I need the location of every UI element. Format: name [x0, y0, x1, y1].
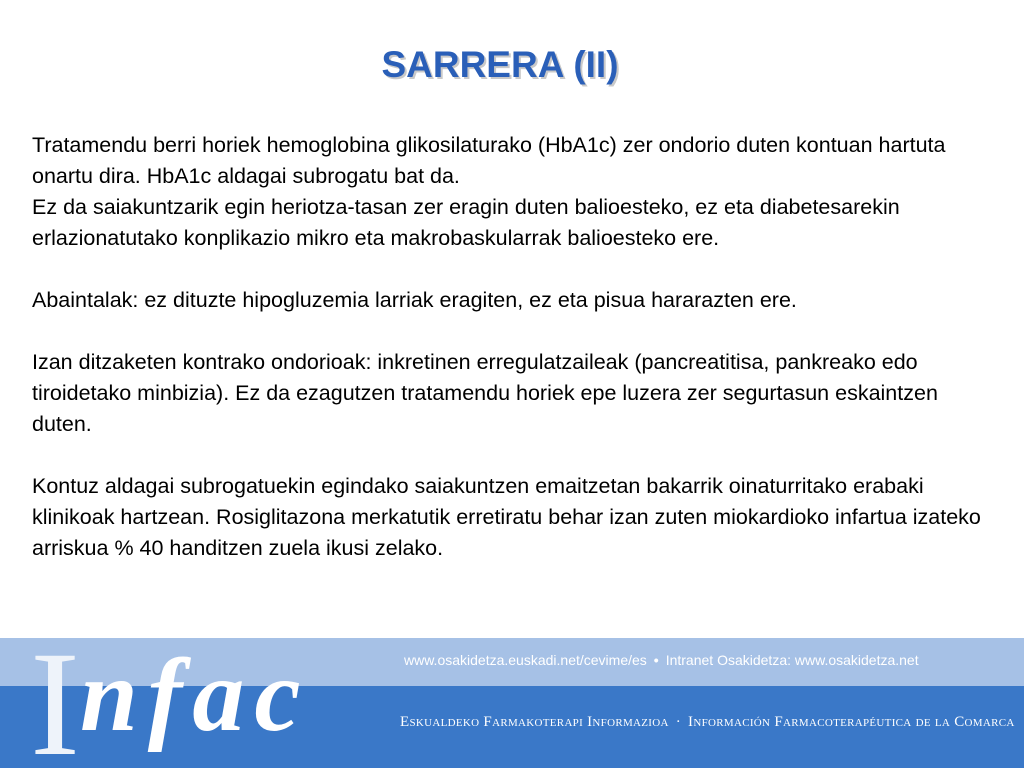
footer-urls	[404, 652, 919, 668]
url-cevime[interactable]: www.osakidetza.euskadi.net/cevime/es	[404, 652, 647, 668]
paragraph-mortality: Ez da saiakuntzarik egin heriotza-tasan zer eragin duten balioesteko, ez eta diabetesarekin erlazionatutako konplikazio mikro eta makrobaskularrak balioesteko ere.	[32, 195, 900, 250]
tagline-separator: ·	[675, 714, 682, 730]
logo-rest: nfac	[79, 638, 311, 753]
slide-body	[32, 130, 992, 564]
paragraph-adverse-effects: Izan ditzaketen kontrako ondorioak: inkretinen erregulatzaileak (pancreatitisa, pankreako edo tiroidetako minbizia). Ez da ezagutzen tratamendu horiek epe luzera zer segurtasun eskaintzen duten.	[32, 350, 938, 436]
paragraph-gap	[32, 440, 992, 471]
url-intranet[interactable]: Intranet Osakidetza: www.osakidetza.net	[665, 652, 919, 668]
infac-logo	[30, 640, 311, 768]
paragraph-advantages: Abaintalak: ez dituzte hipogluzemia larriak eragiten, ez eta pisua hararazten ere.	[32, 288, 797, 312]
footer-tagline	[400, 714, 1015, 731]
logo-initial: I	[30, 638, 80, 768]
tagline-basque: Eskualdeko Farmakoterapi Informazioa	[400, 714, 669, 730]
slide-title: SARRERA (II)	[381, 44, 619, 85]
tagline-spanish: Información Farmacoterapéutica de la Comarca	[688, 714, 1015, 730]
paragraph-gap	[32, 316, 992, 347]
url-separator: •	[653, 652, 659, 668]
footer-banner	[0, 638, 1024, 768]
paragraph-hba1c: Tratamendu berri horiek hemoglobina glikosilaturako (HbA1c) zer ondorio duten kontuan hartuta onartu dira. HbA1c aldagai subrogatu bat da.	[32, 133, 946, 188]
paragraph-caution: Kontuz aldagai subrogatuekin egindako saiakuntzen emaitzetan bakarrik oinaturritako erabaki klinikoak hartzean. Rosiglitazona merkatutik erretiratu behar izan zuten miokardioko infartua izateko arriskua % 40 handitzen zuela ikusi zelako.	[32, 474, 981, 560]
paragraph-gap	[32, 254, 992, 285]
